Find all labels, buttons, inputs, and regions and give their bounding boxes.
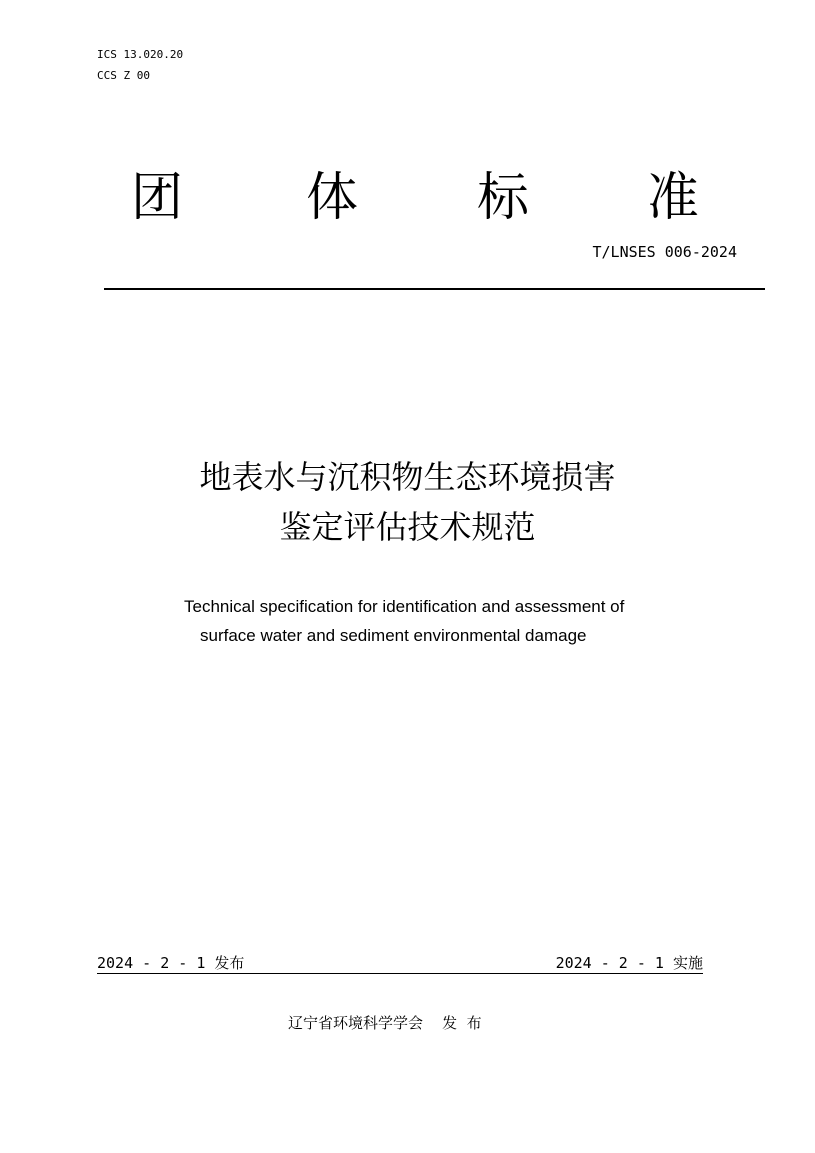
chinese-title	[0, 452, 815, 552]
footer-divider	[97, 973, 703, 974]
ics-code: ICS 13.020.20	[97, 48, 184, 61]
english-title-line-1: Technical specification for identification and assessment of	[184, 597, 625, 616]
ccs-code: CCS Z 00	[97, 69, 150, 82]
chinese-title-line-1: 地表水与沉积物生态环境损害	[199, 458, 616, 496]
publish-date: 2024 - 2 - 1 发布	[97, 954, 245, 972]
english-title-line-2: surface water and sediment environmental damage	[200, 626, 587, 645]
standard-type-char: 体	[306, 168, 359, 228]
standard-number: T/LNSES 006-2024	[592, 243, 737, 261]
classification-codes	[97, 44, 183, 86]
date-row	[97, 953, 703, 975]
standard-type-heading	[131, 166, 711, 230]
standard-type-char: 准	[647, 168, 700, 228]
chinese-title-line-2: 鉴定评估技术规范	[279, 508, 536, 546]
implementation-date: 2024 - 2 - 1 实施	[555, 954, 703, 972]
standard-type-char: 团	[131, 168, 184, 228]
standard-type-char: 标	[477, 168, 530, 228]
publisher: 辽宁省环境科学学会 发 布	[288, 1014, 482, 1032]
header-divider	[104, 288, 765, 290]
